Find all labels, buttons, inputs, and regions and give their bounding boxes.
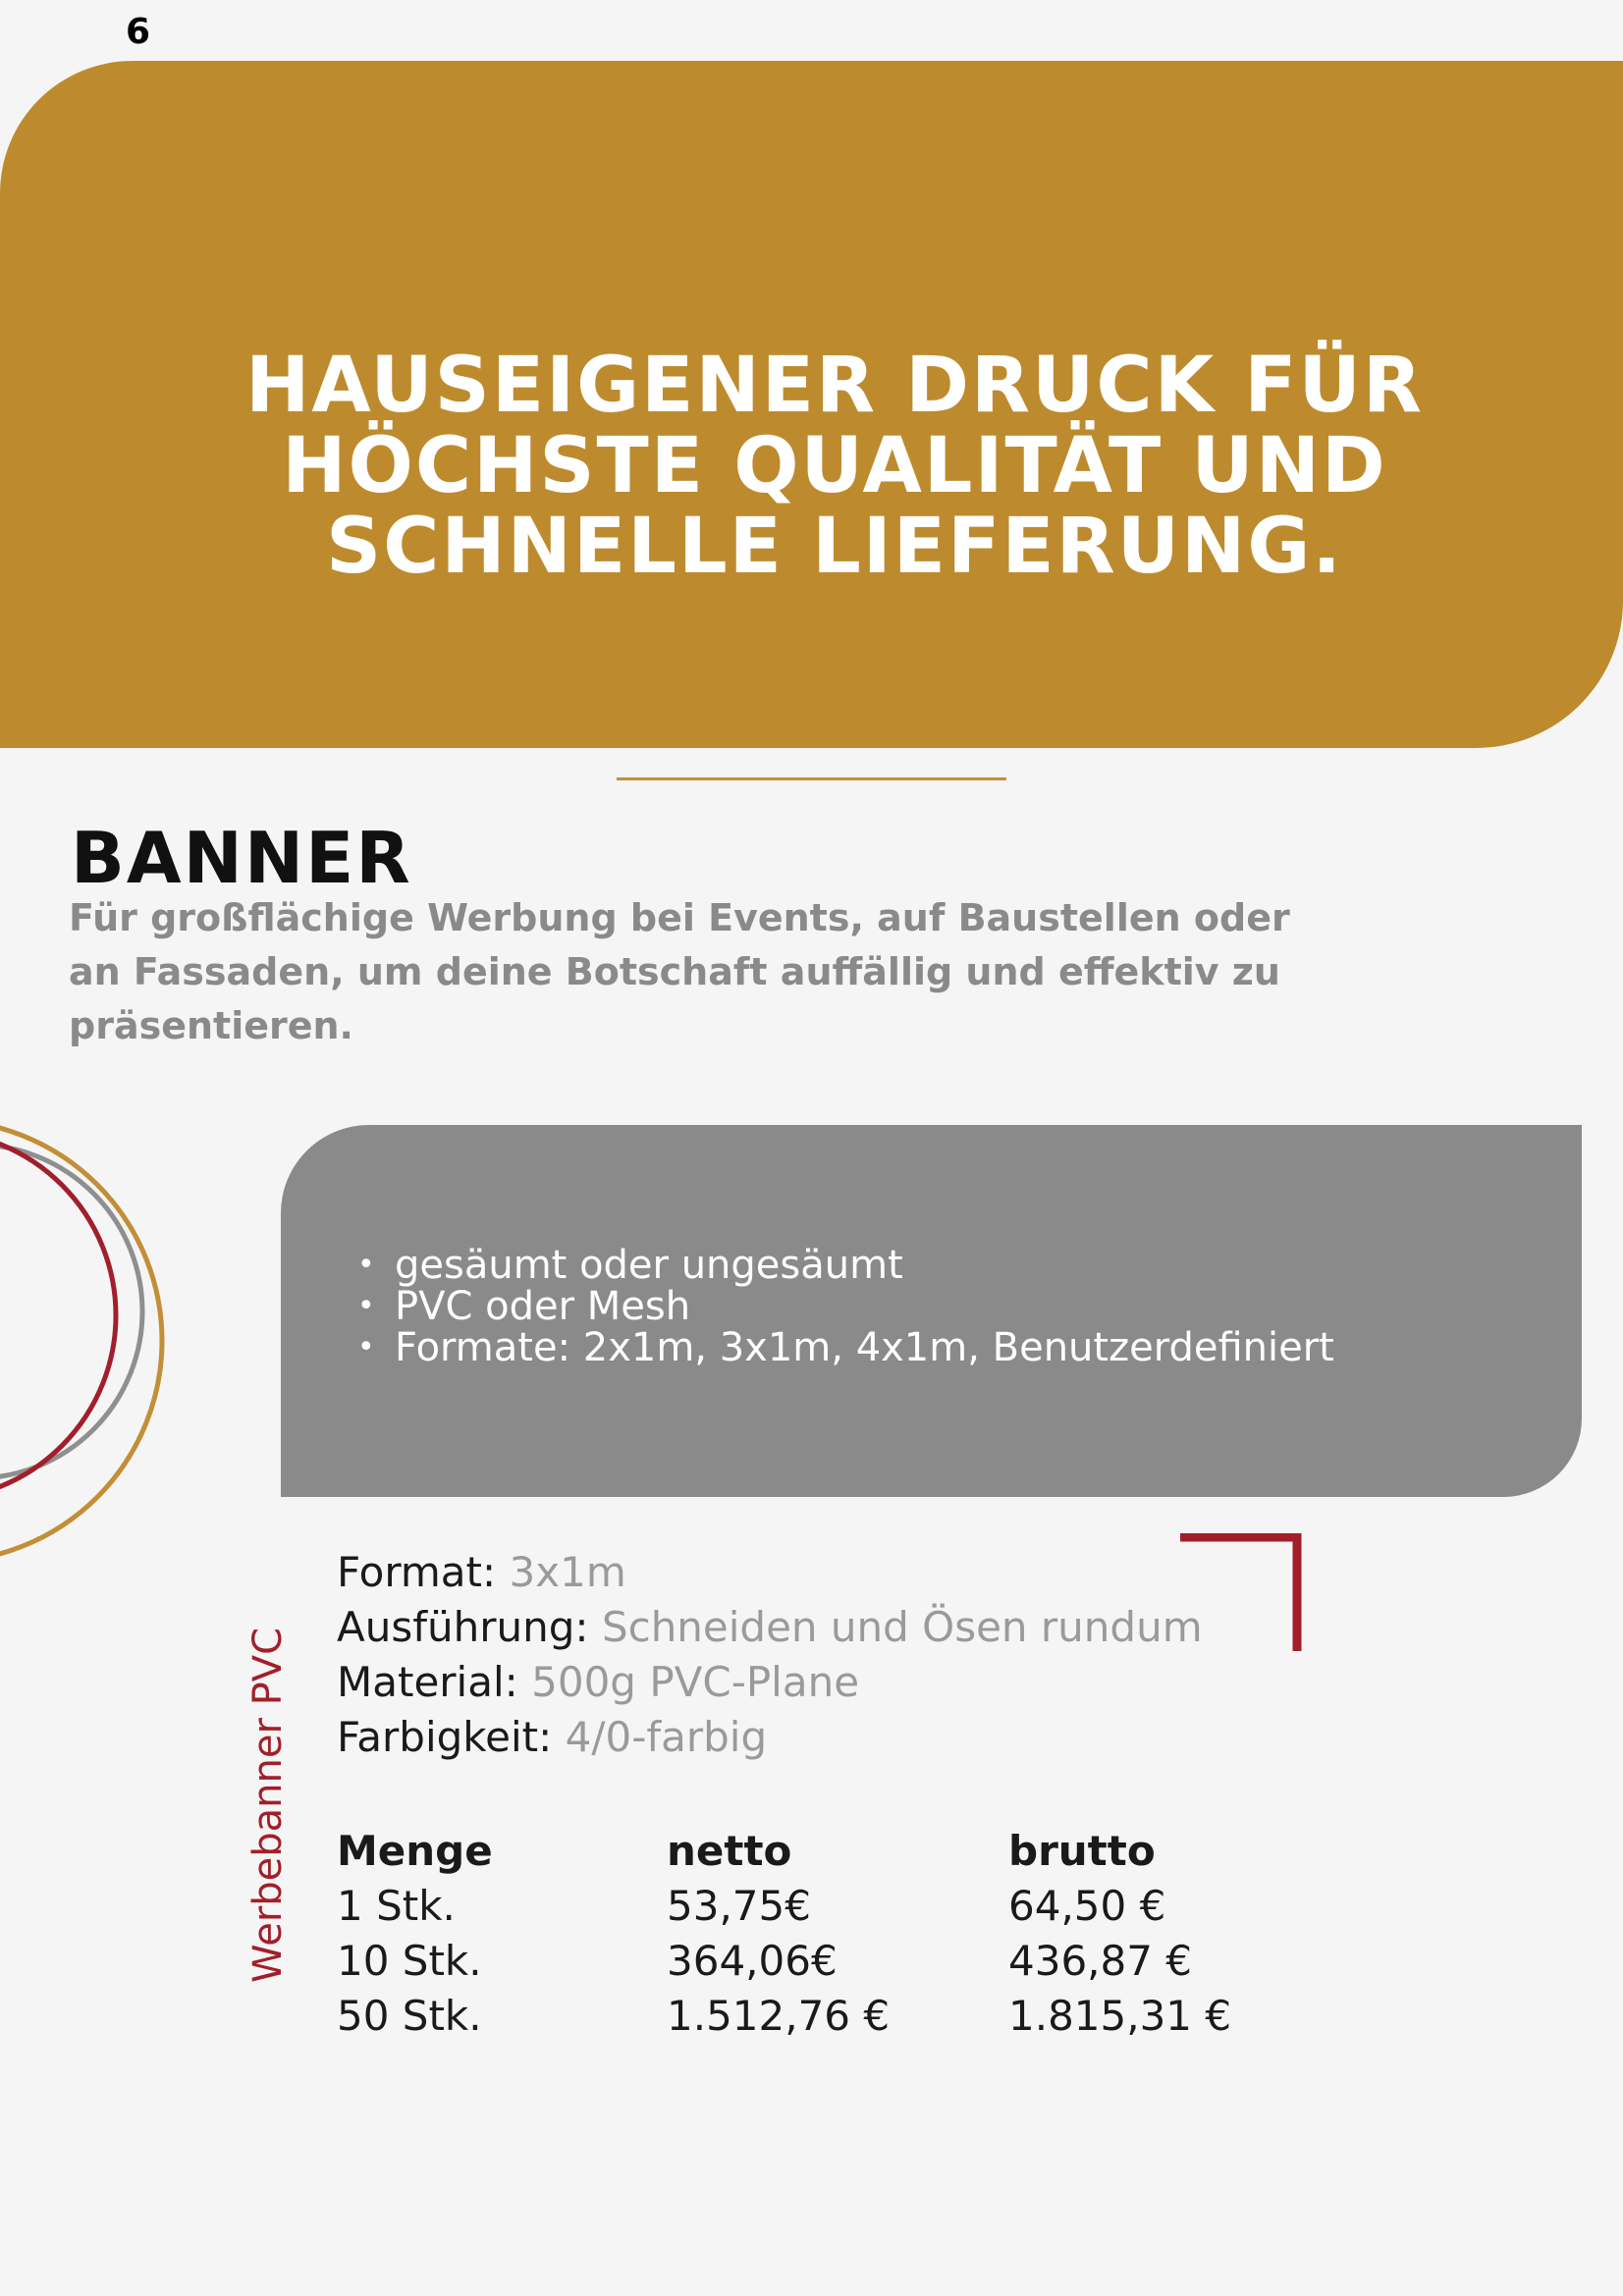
- section-description: [69, 891, 1345, 1053]
- cell-netto: 1.512,76 €: [667, 1992, 891, 2040]
- spec-row-ausfuehrung: Ausführung: Schneiden und Ösen rundum: [337, 1603, 1203, 1651]
- description-line: an Fassaden, um deine Botschaft auffällig und effektiv zu: [69, 950, 1280, 993]
- table-row: [337, 1989, 1303, 2044]
- cell-netto: 364,06€: [667, 1937, 838, 1985]
- hero-title-line: HAUSEIGENER DRUCK FÜR: [245, 342, 1424, 430]
- description-line: präsentieren.: [69, 1004, 353, 1047]
- feature-item: • gesäumt oder ungesäumt: [357, 1245, 1334, 1286]
- cell-menge: 1 Stk.: [337, 1882, 456, 1930]
- page-number: 6: [126, 12, 151, 52]
- product-specs: [337, 1545, 1203, 1765]
- hero-title-line: SCHNELLE LIEFERUNG.: [325, 503, 1343, 591]
- feature-list: [357, 1245, 1334, 1368]
- header-netto: netto: [667, 1827, 792, 1875]
- product-name-vertical: Werbebanner PVC: [245, 1627, 291, 1983]
- header-menge: Menge: [337, 1827, 493, 1875]
- feature-box: [281, 1125, 1582, 1497]
- cell-menge: 10 Stk.: [337, 1937, 482, 1985]
- cell-brutto: 64,50 €: [1008, 1882, 1166, 1930]
- decorative-rings: [0, 1109, 177, 1561]
- hero-banner: [0, 61, 1623, 748]
- hero-title-line: HÖCHSTE QUALITÄT UND: [282, 422, 1387, 510]
- section-title: BANNER: [71, 817, 412, 899]
- table-row: [337, 1934, 1303, 1989]
- cell-brutto: 1.815,31 €: [1008, 1992, 1232, 2040]
- price-table-header: [337, 1824, 1303, 1879]
- table-row: [337, 1879, 1303, 1934]
- feature-item: • Formate: 2x1m, 3x1m, 4x1m, Benutzerdefiniert: [357, 1327, 1334, 1368]
- cell-menge: 50 Stk.: [337, 1992, 482, 2040]
- spec-row-format: Format: 3x1m: [337, 1548, 626, 1596]
- spec-row-material: Material: 500g PVC-Plane: [337, 1658, 860, 1706]
- hero-title: [0, 342, 1623, 591]
- cell-brutto: 436,87 €: [1008, 1937, 1193, 1985]
- section-divider: [617, 777, 1006, 780]
- header-brutto: brutto: [1008, 1827, 1156, 1875]
- description-line: Für großflächige Werbung bei Events, auf Baustellen oder: [69, 896, 1290, 939]
- spec-row-farbigkeit: Farbigkeit: 4/0-farbig: [337, 1713, 768, 1761]
- cell-netto: 53,75€: [667, 1882, 811, 1930]
- price-table: [337, 1824, 1303, 2044]
- feature-item: • PVC oder Mesh: [357, 1286, 1334, 1327]
